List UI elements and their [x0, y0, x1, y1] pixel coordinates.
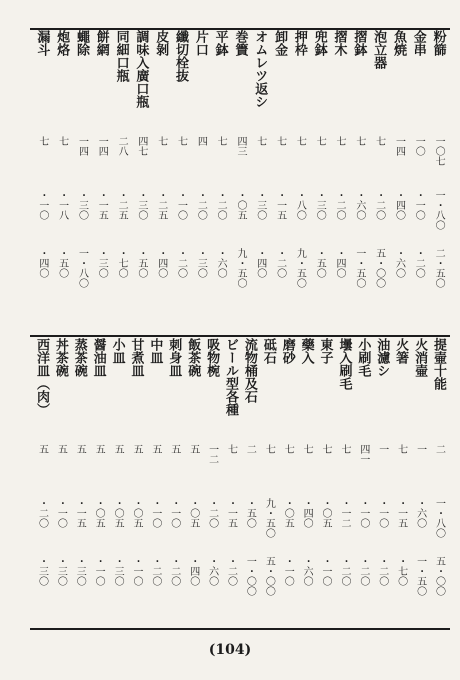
item-price-low: ・一二 — [338, 498, 350, 528]
item-count: 一四 — [96, 136, 108, 156]
item-count: 七 — [263, 444, 275, 454]
item-column — [349, 30, 369, 298]
item-price-high: ・二〇 — [274, 248, 286, 278]
item-name: 火箸 — [393, 338, 409, 364]
item-price-high: ・五〇 — [135, 248, 147, 278]
item-column — [72, 30, 92, 298]
item-price-low: ・一五 — [395, 498, 407, 528]
item-price-low: ・一〇 — [357, 498, 369, 528]
item-column — [127, 338, 146, 606]
item-count: 七 — [294, 136, 306, 146]
item-count: 五 — [187, 444, 199, 454]
item-column — [389, 30, 409, 298]
item-name: 炮烙 — [54, 30, 70, 56]
item-column — [410, 338, 429, 606]
item-price-high: ・二〇 — [168, 556, 180, 586]
item-count: 七 — [215, 136, 227, 146]
item-price-low: ・六〇 — [353, 190, 365, 220]
item-count: 五 — [36, 444, 48, 454]
item-price-low: ・一〇 — [175, 190, 187, 220]
price-table-lower — [30, 338, 450, 606]
item-price-high: ・三〇 — [96, 248, 108, 278]
item-price-low: ・二〇 — [334, 190, 346, 220]
item-column — [309, 30, 329, 298]
item-price-low: ・〇五 — [282, 498, 294, 528]
item-price-low: ・〇五 — [112, 498, 124, 528]
item-price-low: ・一〇 — [376, 498, 388, 528]
item-count: 七 — [282, 444, 294, 454]
item-count: 一四 — [393, 136, 405, 156]
item-column — [240, 338, 259, 606]
item-name: 醤油皿 — [90, 338, 106, 377]
item-column — [164, 338, 183, 606]
item-name: 小皿 — [109, 338, 125, 364]
item-count: 五 — [130, 444, 142, 454]
item-price-high: ・五〇 — [56, 248, 68, 278]
item-name: 平鉢 — [212, 30, 228, 56]
item-price-low: ・二〇 — [373, 190, 385, 220]
item-count: 七 — [274, 136, 286, 146]
item-name: 粉篩 — [430, 30, 446, 56]
item-name: 丼茶碗 — [52, 338, 68, 377]
item-count: 七 — [225, 444, 237, 454]
item-name: オムレツ返シ — [252, 30, 268, 108]
item-count: 二八 — [116, 136, 128, 156]
item-column — [353, 338, 372, 606]
item-count: 一二 — [206, 444, 218, 464]
item-column — [278, 338, 297, 606]
item-column — [51, 338, 70, 606]
item-price-low: ・一〇 — [413, 190, 425, 220]
item-column — [89, 338, 108, 606]
item-price-low: ・二五 — [155, 190, 167, 220]
item-price-low: 一・八〇 — [433, 190, 445, 230]
item-price-high: ・七〇 — [395, 556, 407, 586]
item-price-high: 五・〇〇 — [433, 556, 445, 596]
item-column — [32, 338, 51, 606]
item-column — [335, 338, 354, 606]
item-name: 漏斗 — [34, 30, 50, 56]
item-name: 油濾シ — [374, 338, 390, 377]
item-price-high: ・三〇 — [112, 556, 124, 586]
item-name: 調味入廣口瓶 — [133, 30, 149, 108]
item-price-high: ・六〇 — [301, 556, 313, 586]
item-price-high: ・五〇 — [314, 248, 326, 278]
item-price-high: 五・〇〇 — [373, 248, 385, 288]
item-price-low: ・二〇 — [195, 190, 207, 220]
item-price-low: ・四〇 — [301, 498, 313, 528]
item-column — [230, 30, 250, 298]
item-count: 四七 — [135, 136, 147, 156]
item-column — [297, 338, 316, 606]
item-name: 摺木 — [331, 30, 347, 56]
item-price-low: ・〇五 — [234, 190, 246, 220]
item-price-high: ・四〇 — [36, 248, 48, 278]
item-price-high: ・四〇 — [187, 556, 199, 586]
item-name: 蒸茶碗 — [71, 338, 87, 377]
item-count: 七 — [36, 136, 48, 146]
item-price-high: ・六〇 — [206, 556, 218, 586]
item-count: 七 — [395, 444, 407, 454]
item-price-low: ・一〇 — [149, 498, 161, 528]
item-name: 蠅除 — [73, 30, 89, 56]
item-name: 同細口瓶 — [113, 30, 129, 82]
item-name: ビール型各種 — [223, 338, 239, 416]
item-name: 刺身皿 — [166, 338, 182, 377]
item-column — [171, 30, 191, 298]
item-price-low: ・三〇 — [254, 190, 266, 220]
item-price-high: ・六〇 — [393, 248, 405, 278]
item-price-high: ・一〇 — [282, 556, 294, 586]
item-column — [108, 338, 127, 606]
item-column — [372, 338, 391, 606]
item-name: 泡立器 — [371, 30, 387, 69]
item-count: 二 — [433, 444, 445, 454]
item-price-high: 一・八〇 — [76, 248, 88, 288]
item-price-low: ・一〇 — [36, 190, 48, 220]
item-name: 摺鉢 — [351, 30, 367, 56]
item-name: 片口 — [192, 30, 208, 56]
item-price-low: ・二〇 — [215, 190, 227, 220]
item-count: 七 — [373, 136, 385, 146]
item-column — [183, 338, 202, 606]
item-name: 餅網 — [93, 30, 109, 56]
item-column — [429, 338, 448, 606]
item-column — [91, 30, 111, 298]
item-price-low: ・一五 — [225, 498, 237, 528]
item-price-low: ・一五 — [274, 190, 286, 220]
item-column — [70, 338, 89, 606]
page-number: (104) — [208, 642, 252, 658]
item-count: 七 — [155, 136, 167, 146]
item-name: 磨砂 — [279, 338, 295, 364]
item-name: 壜入刷毛 — [336, 338, 352, 390]
item-price-high: 九・五〇 — [234, 248, 246, 288]
item-name: 火消壷 — [412, 338, 428, 377]
item-price-high: 一・五〇 — [353, 248, 365, 288]
item-price-low: ・一八 — [56, 190, 68, 220]
item-price-high: 一・〇〇 — [244, 556, 256, 596]
item-count: 一 — [376, 444, 388, 454]
item-name: 飯茶碗 — [185, 338, 201, 377]
item-price-low: ・〇五 — [187, 498, 199, 528]
item-price-low: ・五〇 — [244, 498, 256, 528]
item-name: 甘煮皿 — [128, 338, 144, 377]
item-column — [270, 30, 290, 298]
item-column — [259, 338, 278, 606]
item-column — [151, 30, 171, 298]
item-column — [131, 30, 151, 298]
item-count: 七 — [334, 136, 346, 146]
item-name: 東子 — [317, 338, 333, 364]
item-price-high: ・四〇 — [334, 248, 346, 278]
item-column — [52, 30, 72, 298]
item-count: 七 — [353, 136, 365, 146]
item-name: 小刷毛 — [355, 338, 371, 377]
item-count: 一〇 — [413, 136, 425, 156]
item-column — [329, 30, 349, 298]
item-count: 一〇七 — [433, 136, 445, 166]
item-price-high: ・六〇 — [215, 248, 227, 278]
item-price-high: ・一〇 — [320, 556, 332, 586]
item-price-high: ・七〇 — [116, 248, 128, 278]
item-column — [408, 30, 428, 298]
item-name: 魚焼 — [390, 30, 406, 56]
item-price-high: ・一〇 — [93, 556, 105, 586]
price-table-upper — [30, 30, 450, 298]
item-count: 七 — [254, 136, 266, 146]
item-count: 七 — [338, 444, 350, 454]
item-name: 押枠 — [291, 30, 307, 56]
item-count: 一 — [414, 444, 426, 454]
item-name: 藥入 — [298, 338, 314, 364]
item-price-low: ・四〇 — [393, 190, 405, 220]
item-count: 五 — [112, 444, 124, 454]
item-price-high: 九・五〇 — [294, 248, 306, 288]
item-count: 七 — [314, 136, 326, 146]
item-price-high: ・二〇 — [175, 248, 187, 278]
item-count: 七 — [301, 444, 313, 454]
item-price-high: ・三〇 — [195, 248, 207, 278]
item-price-high: 五・〇〇 — [263, 556, 275, 596]
item-count: 四 — [195, 136, 207, 146]
item-count: 四一 — [357, 444, 369, 464]
item-price-low: ・六〇 — [414, 498, 426, 528]
item-price-low: ・〇五 — [320, 498, 332, 528]
item-price-high: ・二〇 — [357, 556, 369, 586]
item-name: 兜鉢 — [311, 30, 327, 56]
item-column — [221, 338, 240, 606]
item-count: 四三 — [234, 136, 246, 156]
item-price-low: ・三〇 — [135, 190, 147, 220]
item-name: 卸金 — [272, 30, 288, 56]
item-column — [190, 30, 210, 298]
item-column — [145, 338, 164, 606]
item-name: 皮剝 — [153, 30, 169, 56]
item-column — [202, 338, 221, 606]
item-name: 金串 — [410, 30, 426, 56]
item-column — [32, 30, 52, 298]
item-price-high: ・三〇 — [74, 556, 86, 586]
item-column — [316, 338, 335, 606]
item-price-high: ・四〇 — [254, 248, 266, 278]
item-name: 提壷十能 — [430, 338, 446, 390]
item-name: 流物桶及石 — [241, 338, 257, 403]
item-count: 七 — [320, 444, 332, 454]
item-count: 七 — [175, 136, 187, 146]
item-price-low: ・一五 — [74, 498, 86, 528]
item-price-low: ・一〇 — [168, 498, 180, 528]
item-price-low: ・一〇 — [55, 498, 67, 528]
item-name: 吸物椀 — [204, 338, 220, 377]
middle-rule — [30, 335, 450, 337]
item-count: 七 — [56, 136, 68, 146]
item-price-low: ・三〇 — [76, 190, 88, 220]
item-price-low: ・三〇 — [314, 190, 326, 220]
item-name: 西洋皿（肉） — [33, 338, 49, 416]
item-price-low: ・八〇 — [294, 190, 306, 220]
item-price-high: 一・五〇 — [414, 556, 426, 596]
item-price-high: ・二〇 — [413, 248, 425, 278]
item-count: 五 — [74, 444, 86, 454]
item-price-high: 二・五〇 — [433, 248, 445, 288]
item-price-low: ・二〇 — [36, 498, 48, 528]
item-price-low: ・一五 — [96, 190, 108, 220]
item-count: 五 — [149, 444, 161, 454]
item-column — [391, 338, 410, 606]
item-price-high: ・三〇 — [55, 556, 67, 586]
item-price-high: ・二〇 — [338, 556, 350, 586]
item-count: 一四 — [76, 136, 88, 156]
item-price-low: 一・八〇 — [433, 498, 445, 538]
item-column — [428, 30, 448, 298]
item-price-low: ・〇五 — [93, 498, 105, 528]
item-price-high: ・二〇 — [225, 556, 237, 586]
item-name: 纖切栓抜 — [173, 30, 189, 82]
item-column — [369, 30, 389, 298]
item-price-low: ・二五 — [116, 190, 128, 220]
item-price-high: ・三〇 — [36, 556, 48, 586]
item-column — [290, 30, 310, 298]
item-price-high: ・二〇 — [376, 556, 388, 586]
bottom-rule — [30, 628, 450, 630]
item-count: 二 — [244, 444, 256, 454]
item-name: 砥石 — [260, 338, 276, 364]
item-price-low: 九・五〇 — [263, 498, 275, 538]
item-name: 中皿 — [147, 338, 163, 364]
item-price-low: ・二〇 — [206, 498, 218, 528]
item-name: 巻簀 — [232, 30, 248, 56]
item-column — [250, 30, 270, 298]
item-price-high: ・一〇 — [130, 556, 142, 586]
item-count: 五 — [93, 444, 105, 454]
item-price-high: ・四〇 — [155, 248, 167, 278]
item-column — [210, 30, 230, 298]
item-count: 五 — [55, 444, 67, 454]
item-count: 五 — [168, 444, 180, 454]
item-price-low: ・〇五 — [130, 498, 142, 528]
item-column — [111, 30, 131, 298]
item-price-high: ・二〇 — [149, 556, 161, 586]
